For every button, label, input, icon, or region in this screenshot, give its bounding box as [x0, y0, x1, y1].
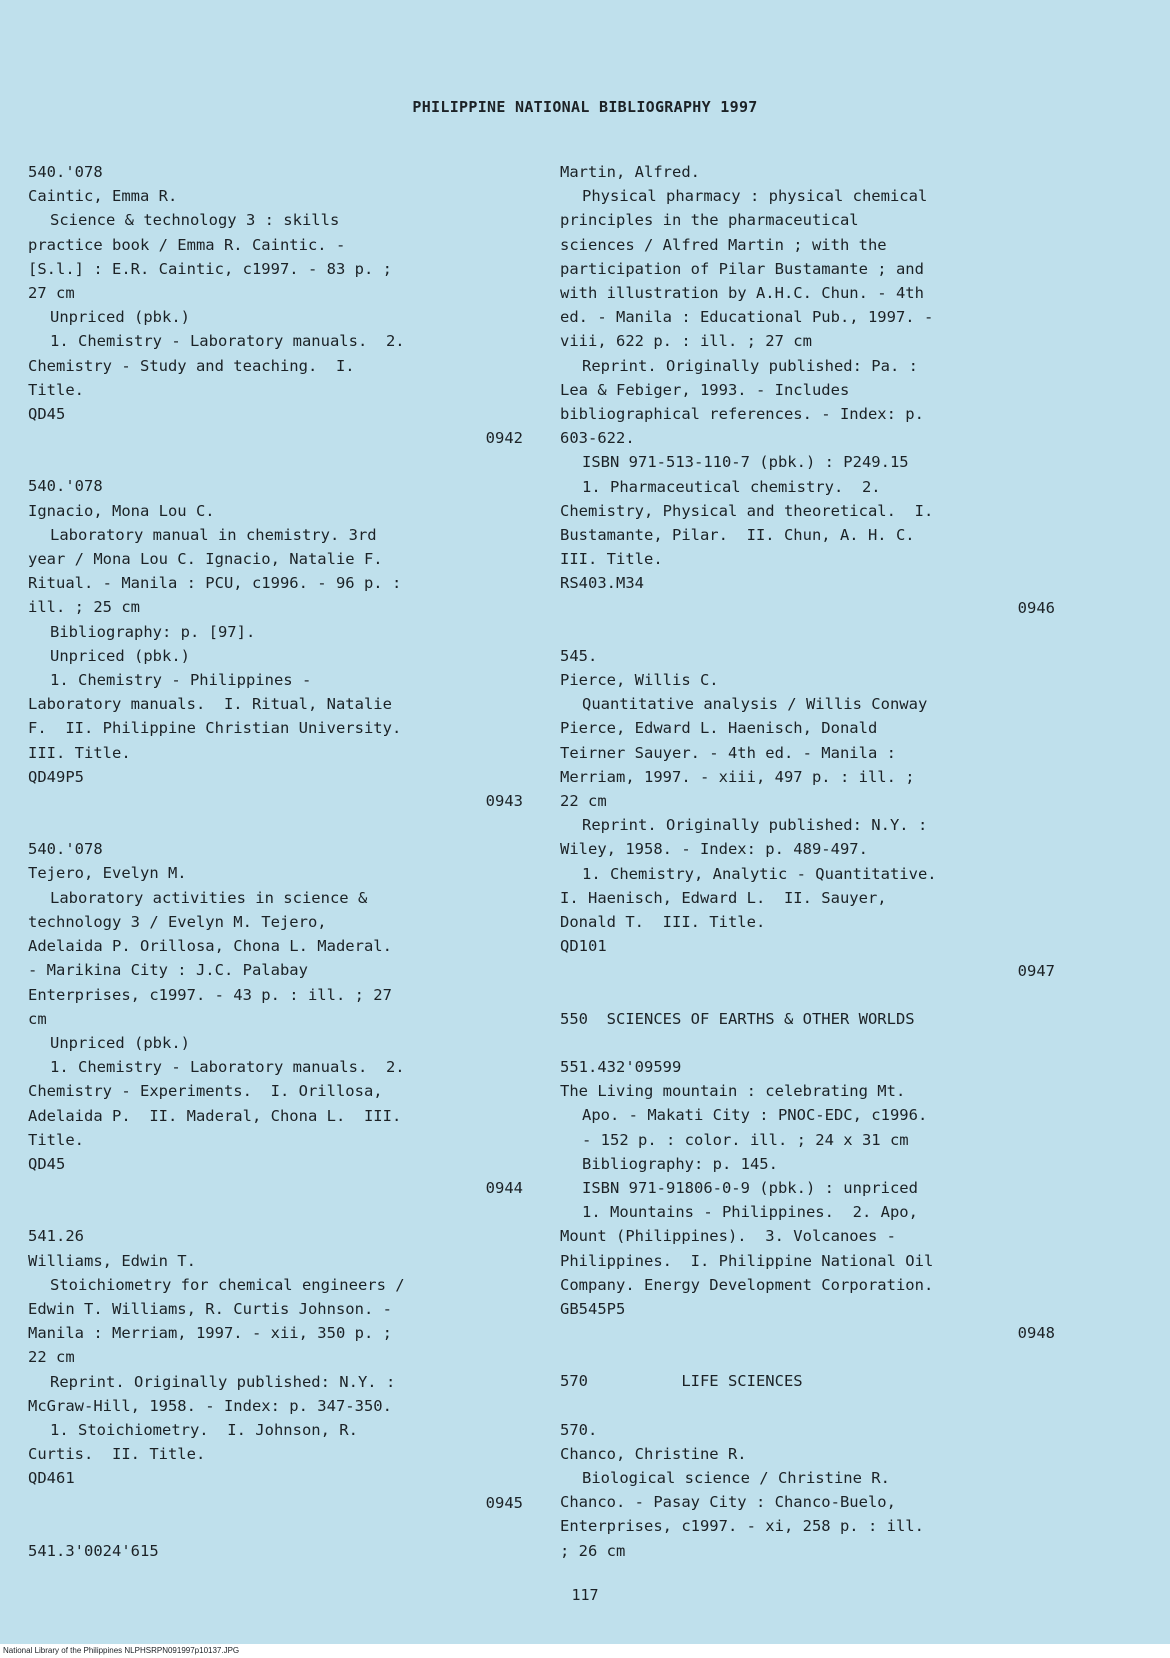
entry-line: QD49P5 [28, 767, 84, 786]
entry-line: 1. Chemistry - Laboratory manuals. 2. [50, 1058, 405, 1077]
page-number: 117 [571, 1586, 599, 1604]
entry-line: Mount (Philippines). 3. Volcanoes - [560, 1227, 896, 1246]
entry-line: sciences / Alfred Martin ; with the [560, 235, 887, 254]
bibliography-entry [28, 1539, 533, 1563]
entry-line: Unpriced (pbk.) [50, 646, 190, 665]
entry-line: Apo. - Makati City : PNOC-EDC, c1996. [582, 1106, 928, 1125]
right-column [560, 160, 1065, 1563]
entry-spacer [560, 1345, 1065, 1369]
entry-line: ed. - Manila : Educational Pub., 1997. - [560, 308, 934, 327]
entry-line: Philippines. I. Philippine National Oil [560, 1251, 934, 1270]
entry-spacer [28, 1515, 533, 1539]
entry-line: Laboratory manual in chemistry. 3rd [50, 525, 377, 544]
entry-line: Teirner Sauyer. - 4th ed. - Manila : [560, 743, 896, 762]
entry-line: practice book / Emma R. Caintic. - [28, 235, 346, 254]
entry-line: 541.26 [28, 1227, 84, 1246]
entry-line: ISBN 971-91806-0-9 (pbk.) : unpriced [582, 1178, 918, 1197]
entry-line: Ignacio, Mona Lou C. [28, 501, 215, 520]
entry-line: 27 cm [28, 284, 75, 303]
entry-line: Chemistry - Experiments. I. Orillosa, [28, 1082, 383, 1101]
entry-line: 1. Pharmaceutical chemistry. 2. [582, 477, 881, 496]
entry-line: participation of Pilar Bustamante ; and [560, 259, 924, 278]
entry-line: McGraw-Hill, 1958. - Index: p. 347-350. [28, 1396, 392, 1415]
entry-line: GB545P5 [560, 1299, 626, 1318]
entry-line: 551.432'09599 [560, 1057, 682, 1076]
entry-line: QD461 [28, 1469, 75, 1488]
bibliography-entry [28, 837, 533, 1200]
entry-line: RS403.M34 [560, 574, 644, 593]
entry-line: Enterprises, c1997. - 43 p. : ill. ; 27 [28, 985, 392, 1004]
bibliography-entry [560, 160, 1065, 620]
entry-line: Title. [28, 1130, 84, 1149]
entry-line: technology 3 / Evelyn M. Tejero, [28, 912, 327, 931]
entry-line: - Marikina City : J.C. Palabay [28, 961, 308, 980]
entry-line: Lea & Febiger, 1993. - Includes [560, 380, 850, 399]
entry-line: F. II. Philippine Christian University. [28, 719, 402, 738]
entry-line: Laboratory manuals. I. Ritual, Natalie [28, 695, 392, 714]
entry-line: Merriam, 1997. - xiii, 497 p. : ill. ; [560, 767, 915, 786]
entry-line: 550 SCIENCES OF EARTHS & OTHER WORLDS [560, 1009, 915, 1028]
entry-line: 570 LIFE SCIENCES [560, 1372, 803, 1391]
entry-line: Chanco, Christine R. [560, 1444, 747, 1463]
entry-spacer [560, 1031, 1065, 1055]
entry-line: year / Mona Lou C. Ignacio, Natalie F. [28, 550, 383, 569]
entry-line: Donald T. III. Title. [560, 913, 766, 932]
entry-line: 1. Chemistry, Analytic - Quantitative. [582, 864, 937, 883]
entry-line: Martin, Alfred. [560, 163, 700, 181]
entry-line: Laboratory activities in science & [50, 888, 368, 907]
entry-spacer [28, 813, 533, 837]
entry-line: ; 26 cm [560, 1541, 626, 1560]
entry-line: Biological science / Christine R. [582, 1468, 890, 1487]
entry-number: 0946 [1017, 598, 1055, 617]
entry-line: Wiley, 1958. - Index: p. 489-497. [560, 840, 868, 859]
entry-line: Quantitative analysis / Willis Conway [582, 695, 928, 714]
entry-spacer [28, 1200, 533, 1224]
page-title: PHILIPPINE NATIONAL BIBLIOGRAPHY 1997 [412, 98, 758, 116]
entry-line: ill. ; 25 cm [28, 598, 140, 617]
entry-number: 0947 [1017, 961, 1055, 980]
entry-line: 540.'078 [28, 840, 103, 859]
entry-number: 0943 [485, 792, 523, 811]
entry-line: Tejero, Evelyn M. [28, 864, 187, 883]
entry-line: III. Title. [28, 743, 131, 762]
entry-line: Curtis. II. Title. [28, 1445, 206, 1464]
entry-line: Reprint. Originally published: Pa. : [582, 356, 918, 375]
entry-line: Adelaida P. II. Maderal, Chona L. III. [28, 1106, 402, 1125]
entry-line: Pierce, Willis C. [560, 671, 719, 690]
entry-line: III. Title. [560, 550, 663, 569]
entry-line: Bibliography: p. [97]. [50, 622, 256, 641]
entry-line: 1. Mountains - Philippines. 2. Apo, [582, 1203, 918, 1222]
entry-line: 540.'078 [28, 477, 103, 496]
entry-line: Reprint. Originally published: N.Y. : [50, 1372, 396, 1391]
entry-line: QD45 [28, 405, 66, 424]
entry-line: 540.'078 [28, 163, 103, 181]
entry-line: 1. Chemistry - Laboratory manuals. 2. [50, 332, 405, 351]
entry-line: Williams, Edwin T. [28, 1251, 196, 1270]
left-column [28, 160, 533, 1563]
entry-spacer [28, 450, 533, 474]
entry-line: Bibliography: p. 145. [582, 1154, 778, 1173]
entry-line: Pierce, Edward L. Haenisch, Donald [560, 719, 878, 738]
entry-number: 0948 [1017, 1324, 1055, 1343]
entry-line: Reprint. Originally published: N.Y. : [582, 816, 928, 835]
entry-line: cm [28, 1009, 47, 1028]
entry-line: Physical pharmacy : physical chemical [582, 187, 928, 206]
bibliography-entry [560, 1007, 1065, 1031]
entry-line: Manila : Merriam, 1997. - xii, 350 p. ; [28, 1324, 392, 1343]
entry-line: Science & technology 3 : skills [50, 211, 340, 230]
entry-line: 1. Chemistry - Philippines - [50, 671, 312, 690]
entry-line: bibliographical references. - Index: p. [560, 405, 924, 424]
entry-line: ISBN 971-513-110-7 (pbk.) : P249.15 [582, 453, 909, 472]
entry-line: Edwin T. Williams, R. Curtis Johnson. - [28, 1299, 392, 1318]
entry-line: principles in the pharmaceutical [560, 211, 859, 230]
entry-number: 0942 [485, 429, 523, 448]
bibliography-entry [560, 1418, 1065, 1563]
entry-line: 541.3'0024'615 [28, 1541, 159, 1560]
entry-line: Chanco. - Pasay City : Chanco-Buelo, [560, 1493, 896, 1512]
entry-line: Enterprises, c1997. - xi, 258 p. : ill. [560, 1517, 924, 1536]
entry-line: 603-622. [560, 429, 635, 448]
entry-spacer [560, 1394, 1065, 1418]
entry-line: viii, 622 p. : ill. ; 27 cm [560, 332, 812, 351]
bibliography-entry [560, 1369, 1065, 1393]
entry-line: Company. Energy Development Corporation. [560, 1275, 934, 1294]
entry-line: with illustration by A.H.C. Chun. - 4th [560, 284, 924, 303]
entry-line: Chemistry - Study and teaching. I. [28, 356, 355, 375]
bibliography-entry [560, 644, 1065, 983]
entry-spacer [560, 620, 1065, 644]
entry-number: 0944 [485, 1179, 523, 1198]
entry-line: I. Haenisch, Edward L. II. Sauyer, [560, 888, 887, 907]
entry-line: Adelaida P. Orillosa, Chona L. Maderal. [28, 937, 392, 956]
entry-line: - 152 p. : color. ill. ; 24 x 31 cm [582, 1130, 909, 1149]
entry-line: Bustamante, Pilar. II. Chun, A. H. C. [560, 526, 915, 545]
entry-line: QD101 [560, 937, 607, 956]
entry-line: Unpriced (pbk.) [50, 308, 190, 327]
entry-line: QD45 [28, 1154, 66, 1173]
bibliography-entry [28, 160, 533, 450]
entry-line: Caintic, Emma R. [28, 187, 178, 206]
entry-line: The Living mountain : celebrating Mt. [560, 1082, 906, 1101]
entry-line: 570. [560, 1420, 598, 1439]
bibliography-entry [28, 474, 533, 813]
entry-line: Chemistry, Physical and theoretical. I. [560, 501, 934, 520]
entry-line: 22 cm [560, 792, 607, 811]
entry-line: Ritual. - Manila : PCU, c1996. - 96 p. : [28, 574, 402, 593]
bibliography-entry [28, 1224, 533, 1514]
entry-line: Stoichiometry for chemical engineers / [50, 1275, 405, 1294]
entry-line: 22 cm [28, 1348, 75, 1367]
entry-spacer [560, 983, 1065, 1007]
entry-line: [S.l.] : E.R. Caintic, c1997. - 83 p. ; [28, 259, 392, 278]
entry-line: 545. [560, 646, 598, 665]
bibliography-entry [560, 1055, 1065, 1345]
entry-number: 0945 [485, 1493, 523, 1512]
entry-line: Title. [28, 380, 84, 399]
entry-line: Unpriced (pbk.) [50, 1033, 190, 1052]
entry-line: 1. Stoichiometry. I. Johnson, R. [50, 1420, 358, 1439]
scan-footer: National Library of the Philippines NLPHSRPN091997p10137.JPG [0, 1644, 1170, 1658]
